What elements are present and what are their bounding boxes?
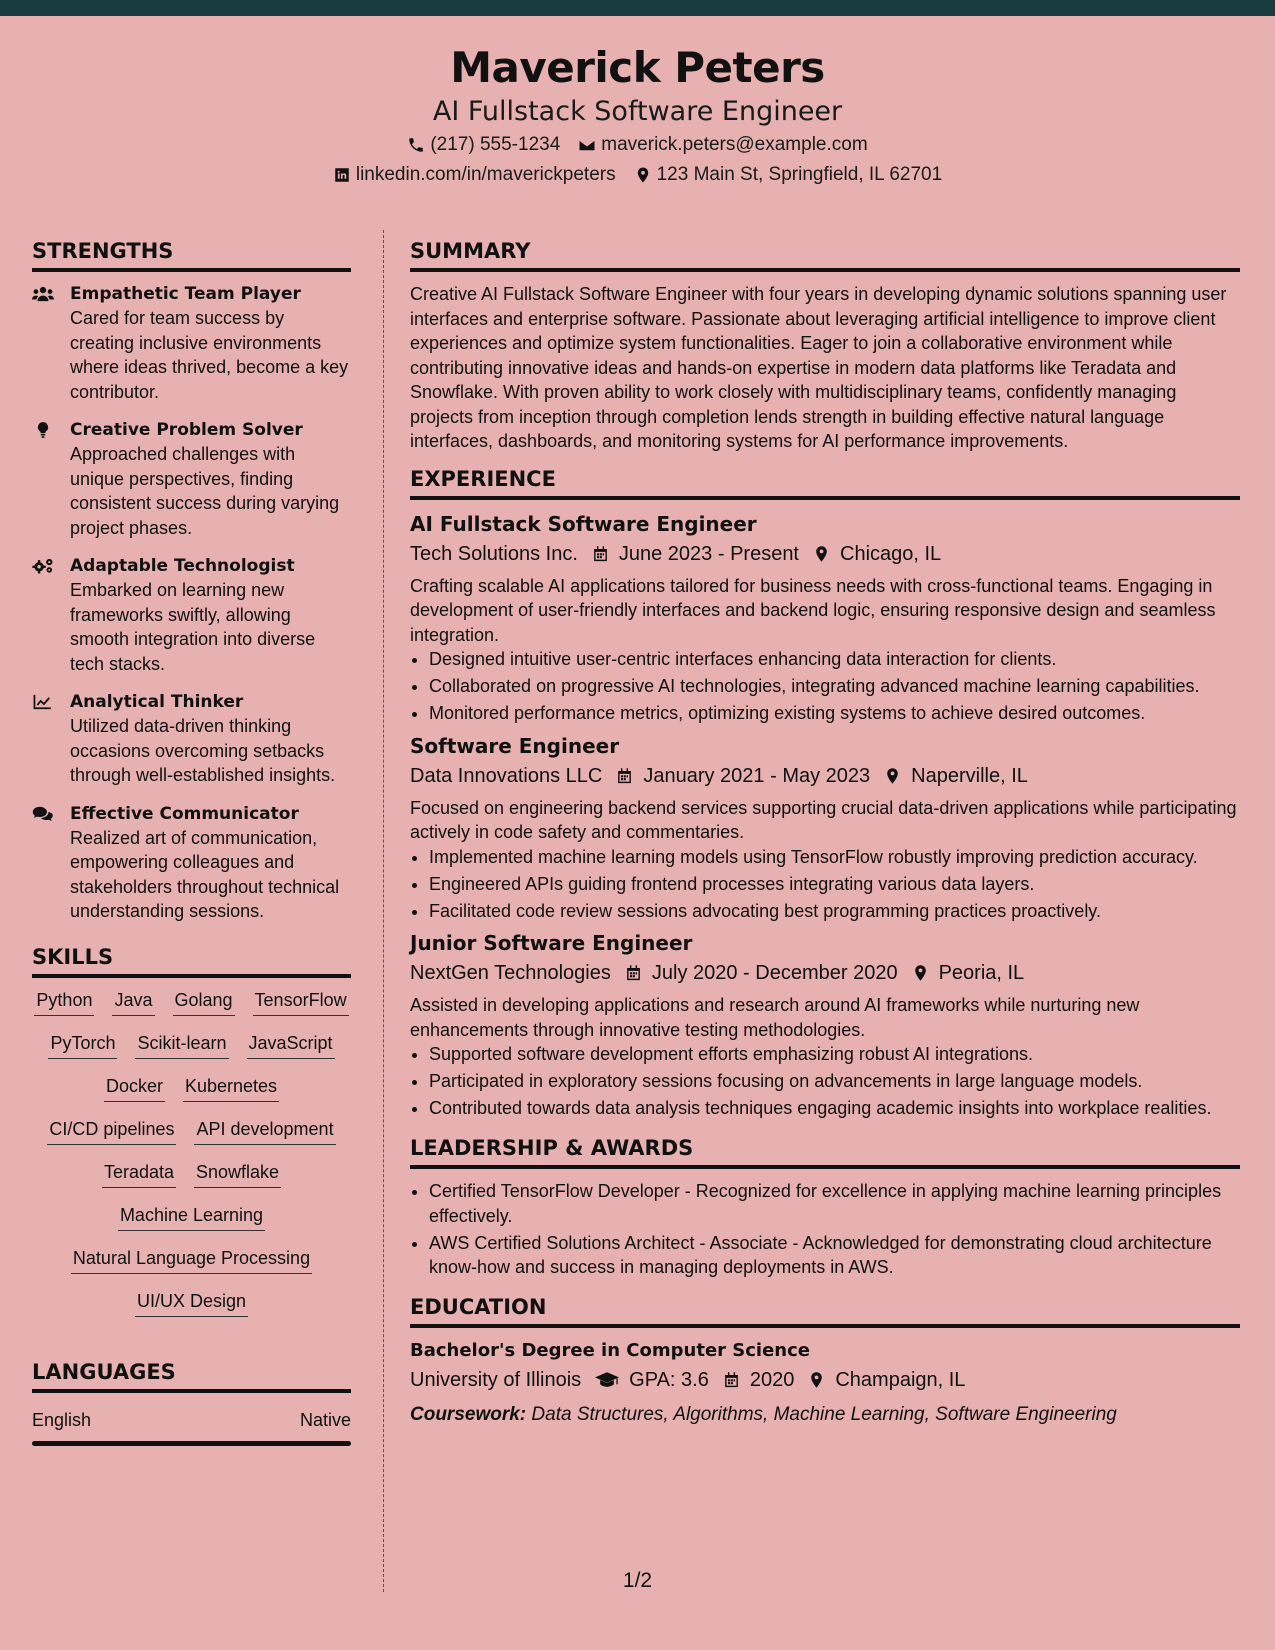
address-contact [634, 160, 943, 190]
job-entry [410, 510, 1240, 726]
job-bullet: • Engineered APIs guiding frontend processes integrating various data layers. [429, 872, 1240, 897]
skill-tag: Golang [173, 988, 235, 1016]
envelope-icon [578, 136, 596, 154]
language-level-bar [32, 1441, 351, 1446]
strengths-heading: STRENGTHS [32, 236, 351, 272]
users-icon [32, 285, 54, 303]
resume-header [0, 16, 1275, 204]
job-meta [410, 761, 1240, 791]
strength-title: Empathetic Team Player [70, 284, 301, 304]
coursework-label: Coursework: [410, 1404, 527, 1425]
job-bullet: • Monitored performance metrics, optimizing existing systems to achieve desired outcomes. [429, 701, 1240, 726]
map-pin-icon [912, 964, 929, 982]
strength-title: Adaptable Technologist [70, 556, 295, 576]
strength-title: Creative Problem Solver [70, 420, 303, 440]
job-title: Software Engineer [410, 733, 620, 758]
skill-tag: Snowflake [194, 1160, 281, 1188]
skill-tag: PyTorch [48, 1031, 117, 1059]
job-bullet: • Contributed towards data analysis techniques engaging academic insights into workplace realities. [429, 1096, 1240, 1121]
job-entry [410, 732, 1240, 924]
skill-tag: Scikit-learn [135, 1031, 228, 1059]
contact-row-1 [0, 130, 1275, 160]
left-column [32, 236, 351, 1446]
skill-tag: Machine Learning [118, 1203, 265, 1231]
candidate-title: AI Fullstack Software Engineer [432, 96, 843, 127]
phone-text: (217) 555-1234 [430, 134, 561, 155]
skills-heading: SKILLS [32, 942, 351, 978]
calendar-icon [723, 1371, 740, 1389]
job-desc: Crafting scalable AI applications tailored for business needs with cross-functional teams. Engaging in development of user-friendly interfaces and backend logic, ensuring responsive design and seamless integration. [410, 575, 1216, 645]
job-bullet: • Designed intuitive user-centric interfaces enhancing data interaction for clients. [429, 647, 1240, 672]
skill-tag: UI/UX Design [135, 1289, 248, 1317]
coursework-list: Data Structures, Algorithms, Machine Learning, Software Engineering [531, 1404, 1117, 1425]
linkedin-contact[interactable] [333, 160, 616, 190]
email-contact[interactable] [578, 130, 867, 160]
language-row [32, 1407, 351, 1433]
job-bullets [410, 1042, 1240, 1121]
award-item: • AWS Certified Solutions Architect - Associate - Acknowledged for demonstrating cloud architecture know-how and success in managing deployments in AWS. [429, 1231, 1240, 1280]
skill-tag: API development [194, 1117, 335, 1145]
school-location: Champaign, IL [835, 1369, 966, 1391]
column-divider [383, 230, 384, 1592]
skill-tag: CI/CD pipelines [47, 1117, 176, 1145]
contact-row-2 [0, 160, 1275, 190]
job-location: Chicago, IL [840, 542, 942, 565]
map-pin-icon [808, 1371, 825, 1389]
strength-item [32, 554, 351, 676]
right-column [410, 236, 1240, 1430]
job-location: Naperville, IL [911, 764, 1028, 787]
job-location: Peoria, IL [938, 962, 1025, 984]
job-title: AI Fullstack Software Engineer [410, 511, 757, 536]
top-accent-bar [0, 0, 1275, 16]
skill-tag: Java [112, 988, 154, 1016]
job-bullet: • Collaborated on progressive AI technologies, integrating advanced machine learning capabilities. [429, 674, 1240, 699]
job-company: Data Innovations LLC [410, 764, 603, 787]
phone-contact[interactable] [407, 130, 560, 160]
skill-tag: Docker [104, 1074, 165, 1102]
strength-desc: Cared for team success by creating inclusive environments where ideas thrived, become a key contributor. [70, 308, 349, 402]
skills-list [32, 988, 351, 1317]
summary-heading: SUMMARY [410, 236, 1240, 272]
strength-item [32, 418, 351, 540]
job-bullets [410, 845, 1240, 924]
degree-title: Bachelor's Degree in Computer Science [410, 1340, 810, 1361]
job-title: Junior Software Engineer [410, 931, 693, 955]
skill-tag: Natural Language Processing [71, 1246, 312, 1274]
skill-tag: Teradata [102, 1160, 176, 1188]
page-number: 1/2 [622, 1569, 653, 1592]
skill-tag: TensorFlow [253, 988, 349, 1016]
language-level: Native [299, 1409, 351, 1430]
address-text: 123 Main St, Springfield, IL 62701 [656, 164, 943, 185]
linkedin-icon [333, 166, 351, 184]
map-pin-icon [813, 545, 830, 563]
strength-item [32, 690, 351, 788]
job-bullet: • Implemented machine learning models using TensorFlow robustly improving prediction accuracy. [429, 845, 1240, 870]
education-heading: EDUCATION [410, 1292, 1240, 1328]
gears-icon [32, 557, 54, 575]
job-desc: Focused on engineering backend services supporting crucial data-driven applications while participating actively in code safety and commentaries. [410, 797, 1237, 842]
job-dates: June 2023 - Present [618, 542, 799, 565]
strength-desc: Realized art of communication, empowering colleagues and stakeholders throughout technical understanding sessions. [70, 827, 340, 921]
map-pin-icon [634, 166, 652, 184]
lightbulb-icon [32, 421, 54, 439]
job-bullet: • Supported software development efforts emphasizing robust AI integrations. [429, 1042, 1240, 1067]
graduation-year: 2020 [749, 1369, 795, 1391]
job-entry [410, 929, 1240, 1121]
awards-list [410, 1179, 1240, 1280]
job-dates: July 2020 - December 2020 [651, 962, 898, 984]
job-company: Tech Solutions Inc. [410, 542, 578, 565]
awards-heading: LEADERSHIP & AWARDS [410, 1133, 1240, 1169]
skill-tag: Kubernetes [183, 1074, 279, 1102]
graduation-cap-icon [595, 1371, 619, 1389]
language-name: English [32, 1409, 92, 1430]
strength-item [32, 802, 351, 924]
linkedin-text: linkedin.com/in/maverickpeters [355, 164, 616, 185]
job-bullet: • Facilitated code review sessions advocating best programming practices proactively. [429, 899, 1240, 924]
calendar-icon [625, 964, 642, 982]
job-desc: Assisted in developing applications and research around AI frameworks while nurturing new enhancements through innovative testing methodologies. [410, 995, 1140, 1040]
languages-heading: LANGUAGES [32, 1357, 351, 1393]
comments-icon [32, 805, 54, 823]
phone-icon [407, 136, 425, 154]
calendar-icon [616, 767, 633, 785]
award-item: • Certified TensorFlow Developer - Recognized for excellence in applying machine learning principles effectively. [429, 1179, 1240, 1228]
job-company: NextGen Technologies [410, 962, 611, 984]
calendar-icon [592, 545, 609, 563]
map-pin-icon [884, 767, 901, 785]
chart-line-icon [32, 693, 54, 711]
coursework [410, 1400, 1240, 1430]
school-name: University of Illinois [410, 1369, 582, 1391]
strength-item [32, 282, 351, 404]
job-bullet: • Participated in exploratory sessions focusing on advancements in large language models. [429, 1069, 1240, 1094]
skill-tag: Python [34, 988, 94, 1016]
email-text: maverick.peters@example.com [601, 134, 868, 155]
job-dates: January 2021 - May 2023 [643, 764, 871, 787]
skill-tag: JavaScript [247, 1031, 335, 1059]
strength-desc: Utilized data-driven thinking occasions overcoming setbacks through well-established insights. [70, 716, 336, 785]
strength-desc: Approached challenges with unique perspectives, finding consistent success during varying project phases. [70, 444, 340, 538]
education-meta [410, 1365, 1240, 1395]
experience-heading: EXPERIENCE [410, 464, 1240, 500]
job-bullets [410, 647, 1240, 726]
candidate-name: Maverick Peters [450, 43, 825, 92]
strength-desc: Embarked on learning new frameworks swiftly, allowing smooth integration into diverse tech stacks. [70, 580, 316, 674]
summary-text: Creative AI Fullstack Software Engineer with four years in developing dynamic solutions spanning user interfaces and enterprise software. Passionate about leveraging artificial intelligence to improve client experiences and optimize system functionalities. Eager to join a collaborative environment while contributing innovative ideas and hands-on expertise in modern data platforms like Teradata and Snowflake. With proven ability to work closely with multidisciplinary teams, confidently managing projects from inception through completion lends strength in building effective natural language interfaces, dashboards, and monitoring systems for AI performance improvements. [410, 284, 1227, 451]
strength-title: Effective Communicator [70, 803, 299, 824]
job-meta [410, 958, 1240, 988]
gpa: GPA: 3.6 [629, 1369, 709, 1391]
strength-title: Analytical Thinker [70, 692, 244, 712]
job-meta [410, 539, 1240, 569]
